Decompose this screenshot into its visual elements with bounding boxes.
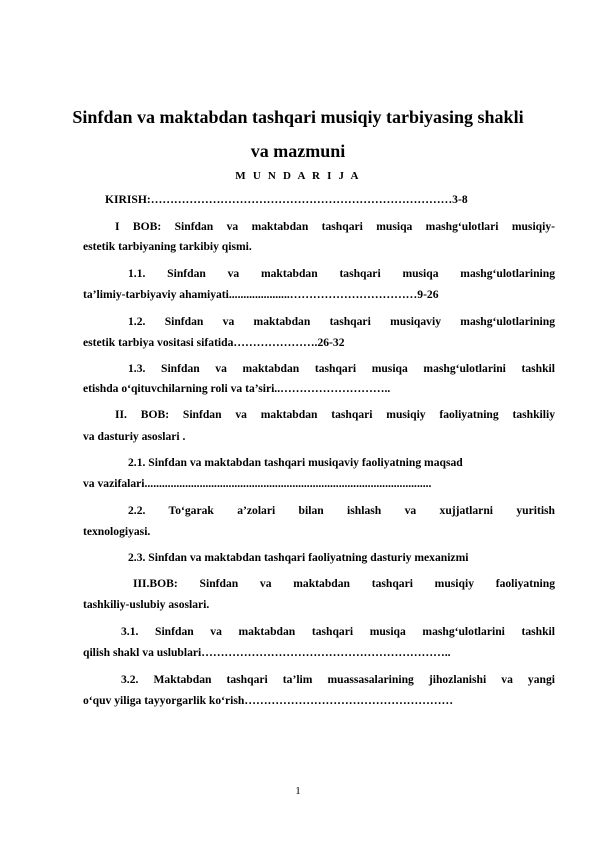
- toc-entry-1-2: 1.2. Sinfdan va maktabdan tashqari musiqaviy mashg‘ulotlarining: [128, 315, 555, 328]
- document-title-line-1: Sinfdan va maktabdan tashqari musiqiy tarbiyasing shakli: [72, 107, 524, 127]
- toc-entry-3-1: 3.1. Sinfdan va maktabdan tashqari musiqa mashg‘ulotlarini tashkil: [121, 625, 555, 638]
- toc-entry-2-3: 2.3. Sinfdan va maktabdan tashqari faoliyatning dasturiy mexanizmi: [128, 551, 469, 564]
- toc-entry-3-2: 3.2. Maktabdan tashqari ta’lim muassasalarining jihozlanishi va yangi: [121, 673, 555, 686]
- toc-entry-2-2-cont: texnologiyasi.: [83, 525, 151, 538]
- toc-entry-1-3-cont: etishda o‘qituvchilarning roli va ta’siri..………………………..: [83, 382, 391, 395]
- toc-entry-chapter-3: III.BOB: Sinfdan va maktabdan tashqari musiqiy faoliyatning: [133, 577, 555, 590]
- toc-entry-2-1-cont: va vazifalari...................................................................................................: [83, 477, 432, 490]
- page-number: 1: [295, 785, 301, 797]
- toc-entry-chapter-2-cont: va dasturiy asoslari .: [83, 430, 186, 443]
- toc-entry-1-3: 1.3. Sinfdan va maktabdan tashqari musiqa mashg‘ulotlarini tashkil: [128, 362, 555, 375]
- toc-entry-kirish: KIRISH:……………………………………………………………………3-8: [105, 193, 468, 206]
- document-title-line-2: va mazmuni: [250, 141, 346, 161]
- toc-entry-1-1-cont: ta’limiy-tarbiyaviy ahamiyati.....................……………………………9-26: [83, 288, 439, 301]
- toc-entry-2-2: 2.2. To‘garak a’zolari bilan ishlash va xujjatlarni yuritish: [128, 504, 555, 517]
- toc-entry-chapter-1: I BOB: Sinfdan va maktabdan tashqari musiqa mashg‘ulotlari musiqiy-: [115, 220, 555, 233]
- contents-heading: M U N D A R I J A: [235, 170, 361, 182]
- toc-entry-chapter-3-cont: tashkiliy-uslubiy asoslari.: [83, 598, 210, 611]
- toc-entry-3-2-cont: o‘quv yiliga tayyorgarlik ko‘rish………………………………………………: [83, 694, 454, 707]
- toc-entry-chapter-2: II. BOB: Sinfdan va maktabdan tashqari musiqiy faoliyatning tashkiliy: [115, 408, 555, 421]
- toc-entry-1-2-cont: estetik tarbiya vositasi sifatida………………….26-32: [83, 336, 345, 349]
- toc-entry-chapter-1-cont: estetik tarbiyaning tarkibiy qismi.: [83, 240, 252, 253]
- toc-entry-2-1: 2.1. Sinfdan va maktabdan tashqari musiqaviy faoliyatning maqsad: [128, 456, 463, 469]
- toc-entry-1-1: 1.1. Sinfdan va maktabdan tashqari musiqa mashg‘ulotlarining: [128, 267, 555, 280]
- toc-entry-3-1-cont: qilish shakl va uslublari………………………………………………………..: [83, 646, 451, 659]
